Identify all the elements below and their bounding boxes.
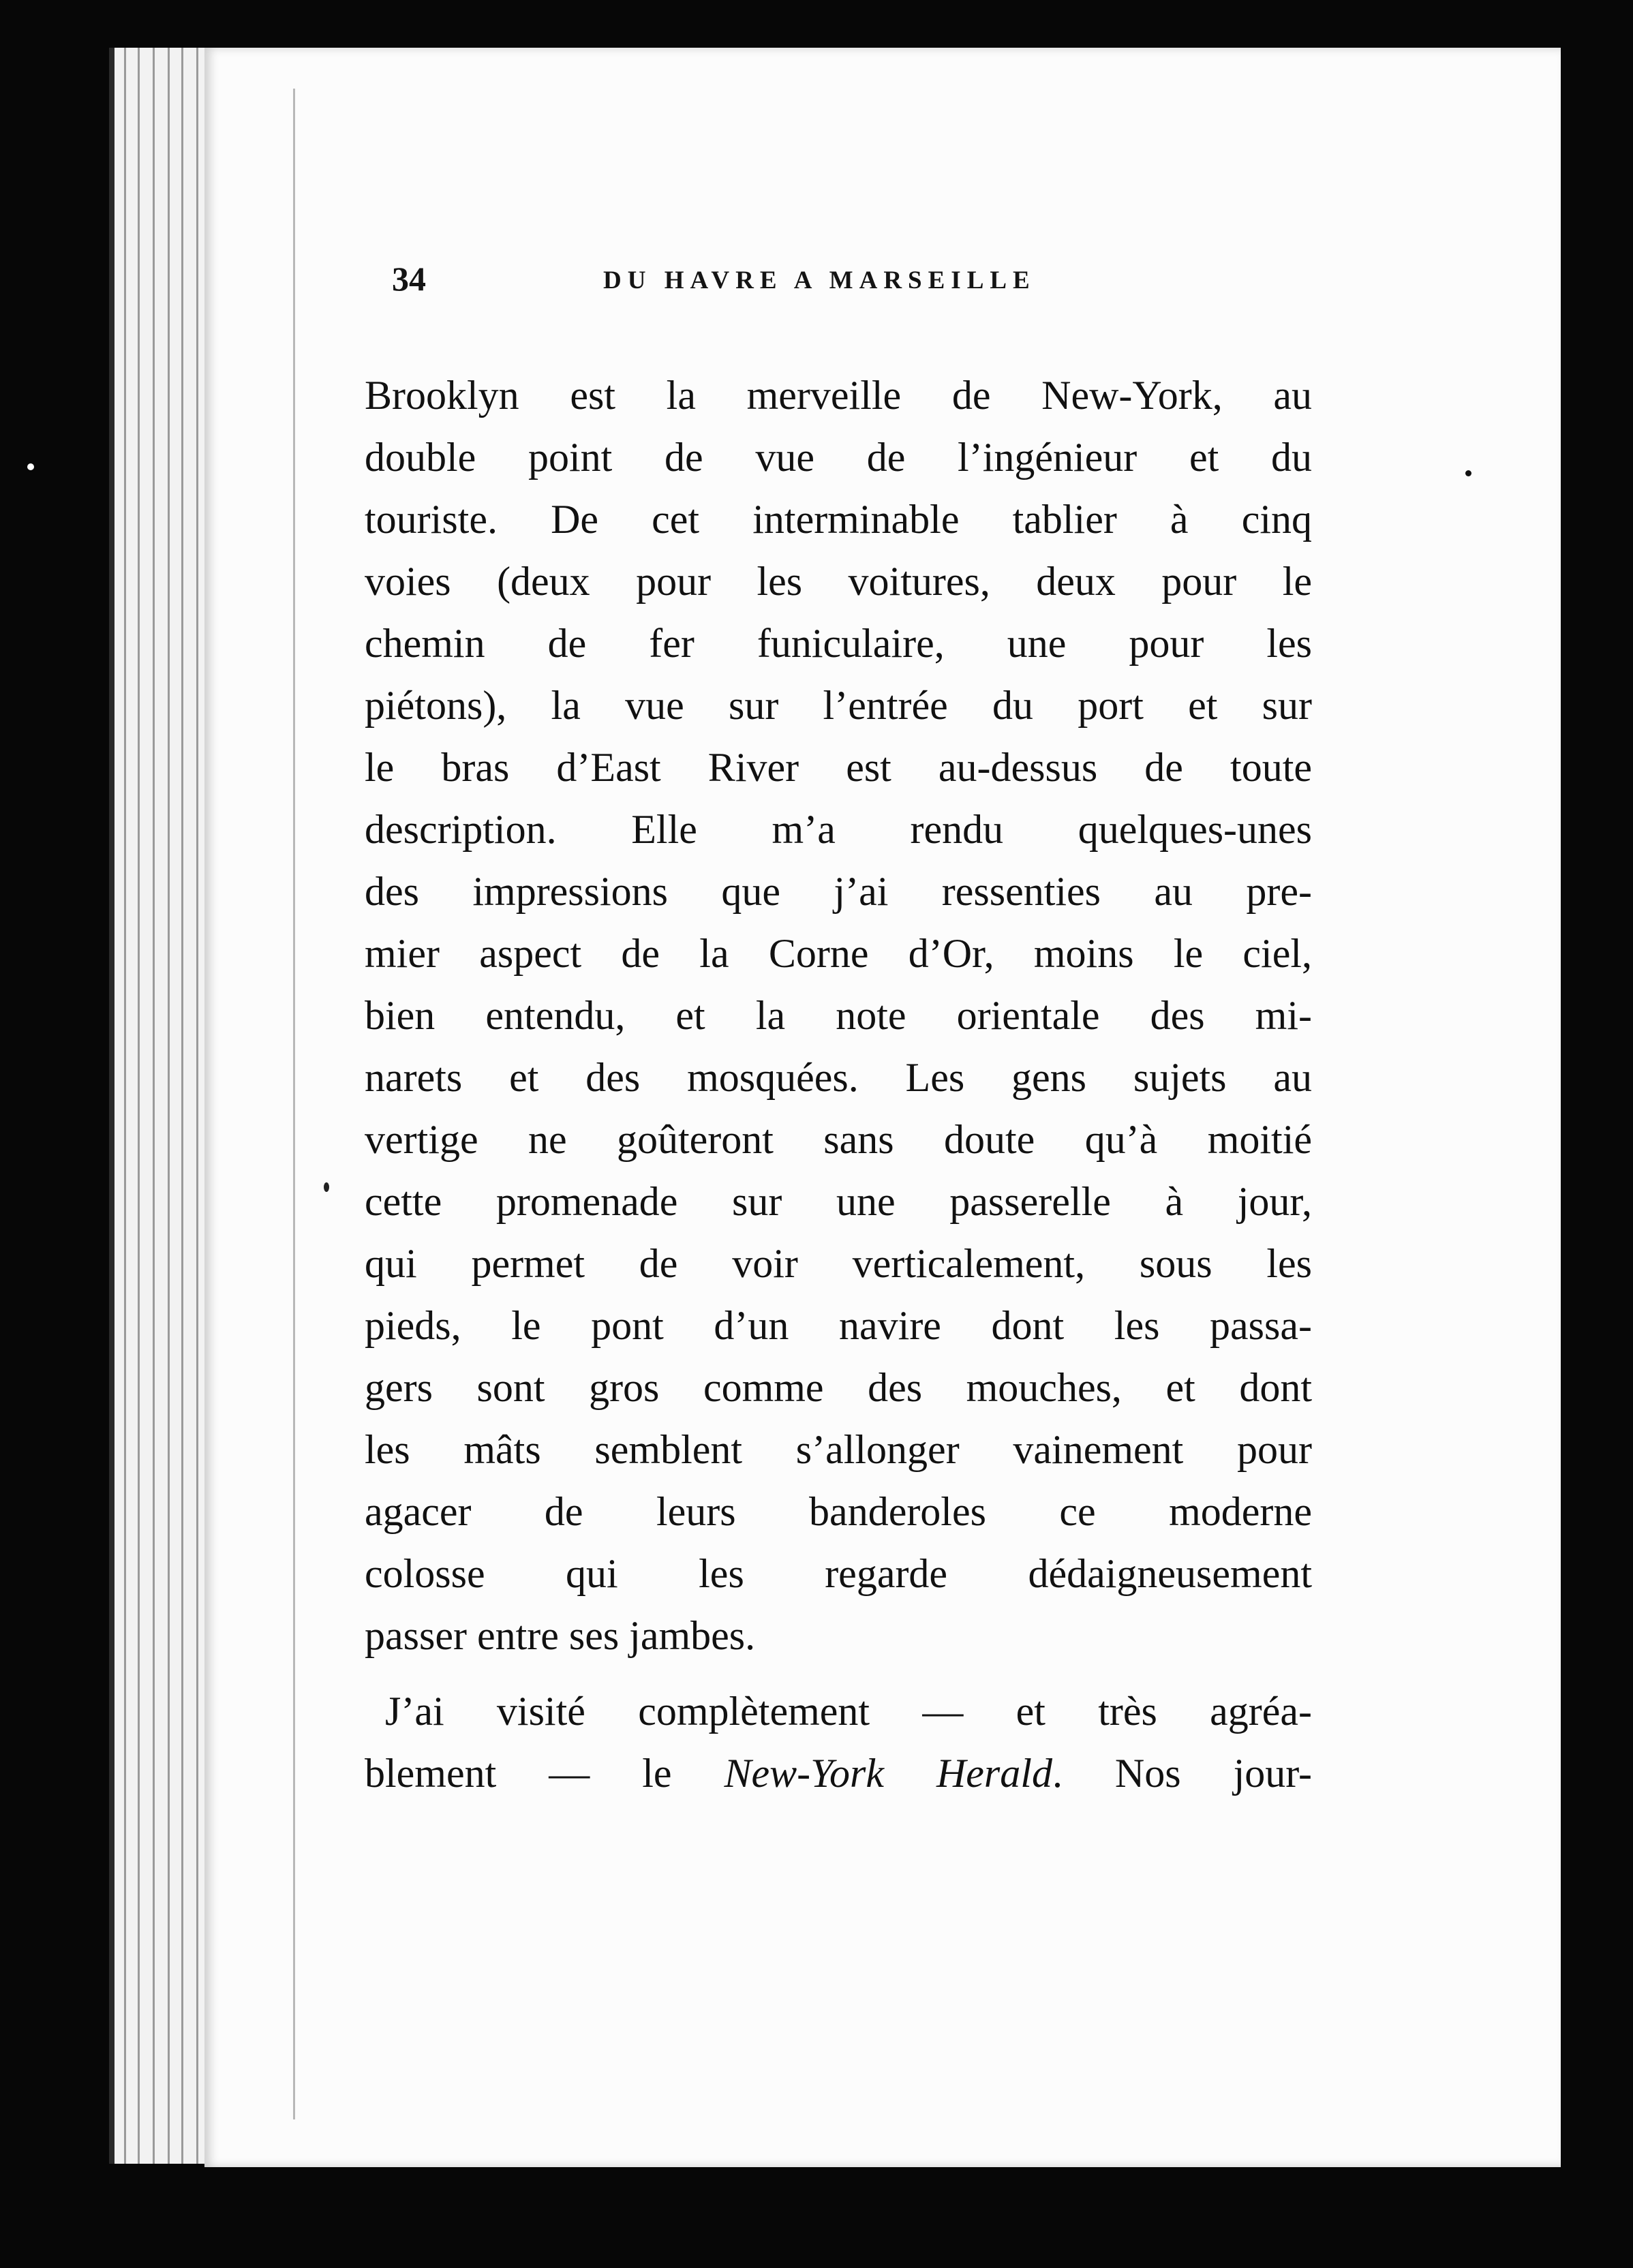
paragraph-gap	[365, 1667, 1312, 1681]
paragraph	[365, 1681, 1312, 1805]
text-line: des impressions que j’ai ressenties au pre-	[365, 869, 1312, 914]
text-line: pieds, le pont d’un navire dont les passa-	[365, 1303, 1312, 1348]
text-line: gers sont gros comme des mouches, et dont	[365, 1365, 1312, 1410]
text-line: touriste. De cet interminable tablier à cinq	[365, 497, 1312, 542]
paragraph	[365, 365, 1312, 1667]
text-line: piétons), la vue sur l’entrée du port et sur	[365, 683, 1312, 728]
body-text	[365, 365, 1312, 1805]
page-edge-line	[138, 48, 140, 2164]
page-edge-line	[168, 48, 170, 2164]
text-line: narets et des mosquées. Les gens sujets au	[365, 1055, 1312, 1100]
text-line: J’ai visité complètement — et très agréa-	[385, 1689, 1312, 1734]
text-run: . Nos jour-	[1052, 1751, 1313, 1796]
text-line: voies (deux pour les voitures, deux pour le	[365, 559, 1312, 604]
text-line: le bras d’East River est au-dessus de toute	[365, 745, 1312, 790]
page-number: 34	[392, 260, 426, 298]
running-head-title: DU HAVRE A MARSEILLE	[603, 266, 1036, 294]
text-line: qui permet de voir verticalement, sous les	[365, 1241, 1312, 1286]
scan-speck	[27, 463, 34, 470]
page-edge-line	[196, 48, 198, 2164]
text-line: chemin de fer funiculaire, une pour les	[365, 621, 1312, 666]
page-margin-line	[293, 89, 295, 2119]
text-line: bien entendu, et la note orientale des mi-	[365, 993, 1312, 1038]
page-edge-line	[153, 48, 155, 2164]
text-line: description. Elle m’a rendu quelques-unes	[365, 807, 1312, 852]
text-line: vertige ne goûteront sans doute qu’à moitié	[365, 1117, 1312, 1162]
text-run: blement — le	[365, 1751, 724, 1796]
text-line: double point de vue de l’ingénieur et du	[365, 435, 1312, 480]
page-edge-line	[181, 48, 183, 2164]
text-line	[365, 1743, 1312, 1805]
text-line: Brooklyn est la merveille de New-York, au	[365, 373, 1312, 418]
text-line: colosse qui les regarde dédaigneusement	[365, 1551, 1312, 1596]
text-line: les mâts semblent s’allonger vainement pour	[365, 1427, 1312, 1472]
italic-title: New-York Herald	[724, 1751, 1052, 1796]
page-edge-line	[124, 48, 126, 2164]
text-line: mier aspect de la Corne d’Or, moins le ciel,	[365, 931, 1312, 976]
scan-speck	[1465, 470, 1471, 476]
text-line: passer entre ses jambes.	[365, 1613, 756, 1658]
text-line: cette promenade sur une passerelle à jour,	[365, 1179, 1312, 1224]
text-line: agacer de leurs banderoles ce moderne	[365, 1489, 1312, 1534]
scan-speck	[324, 1182, 329, 1192]
